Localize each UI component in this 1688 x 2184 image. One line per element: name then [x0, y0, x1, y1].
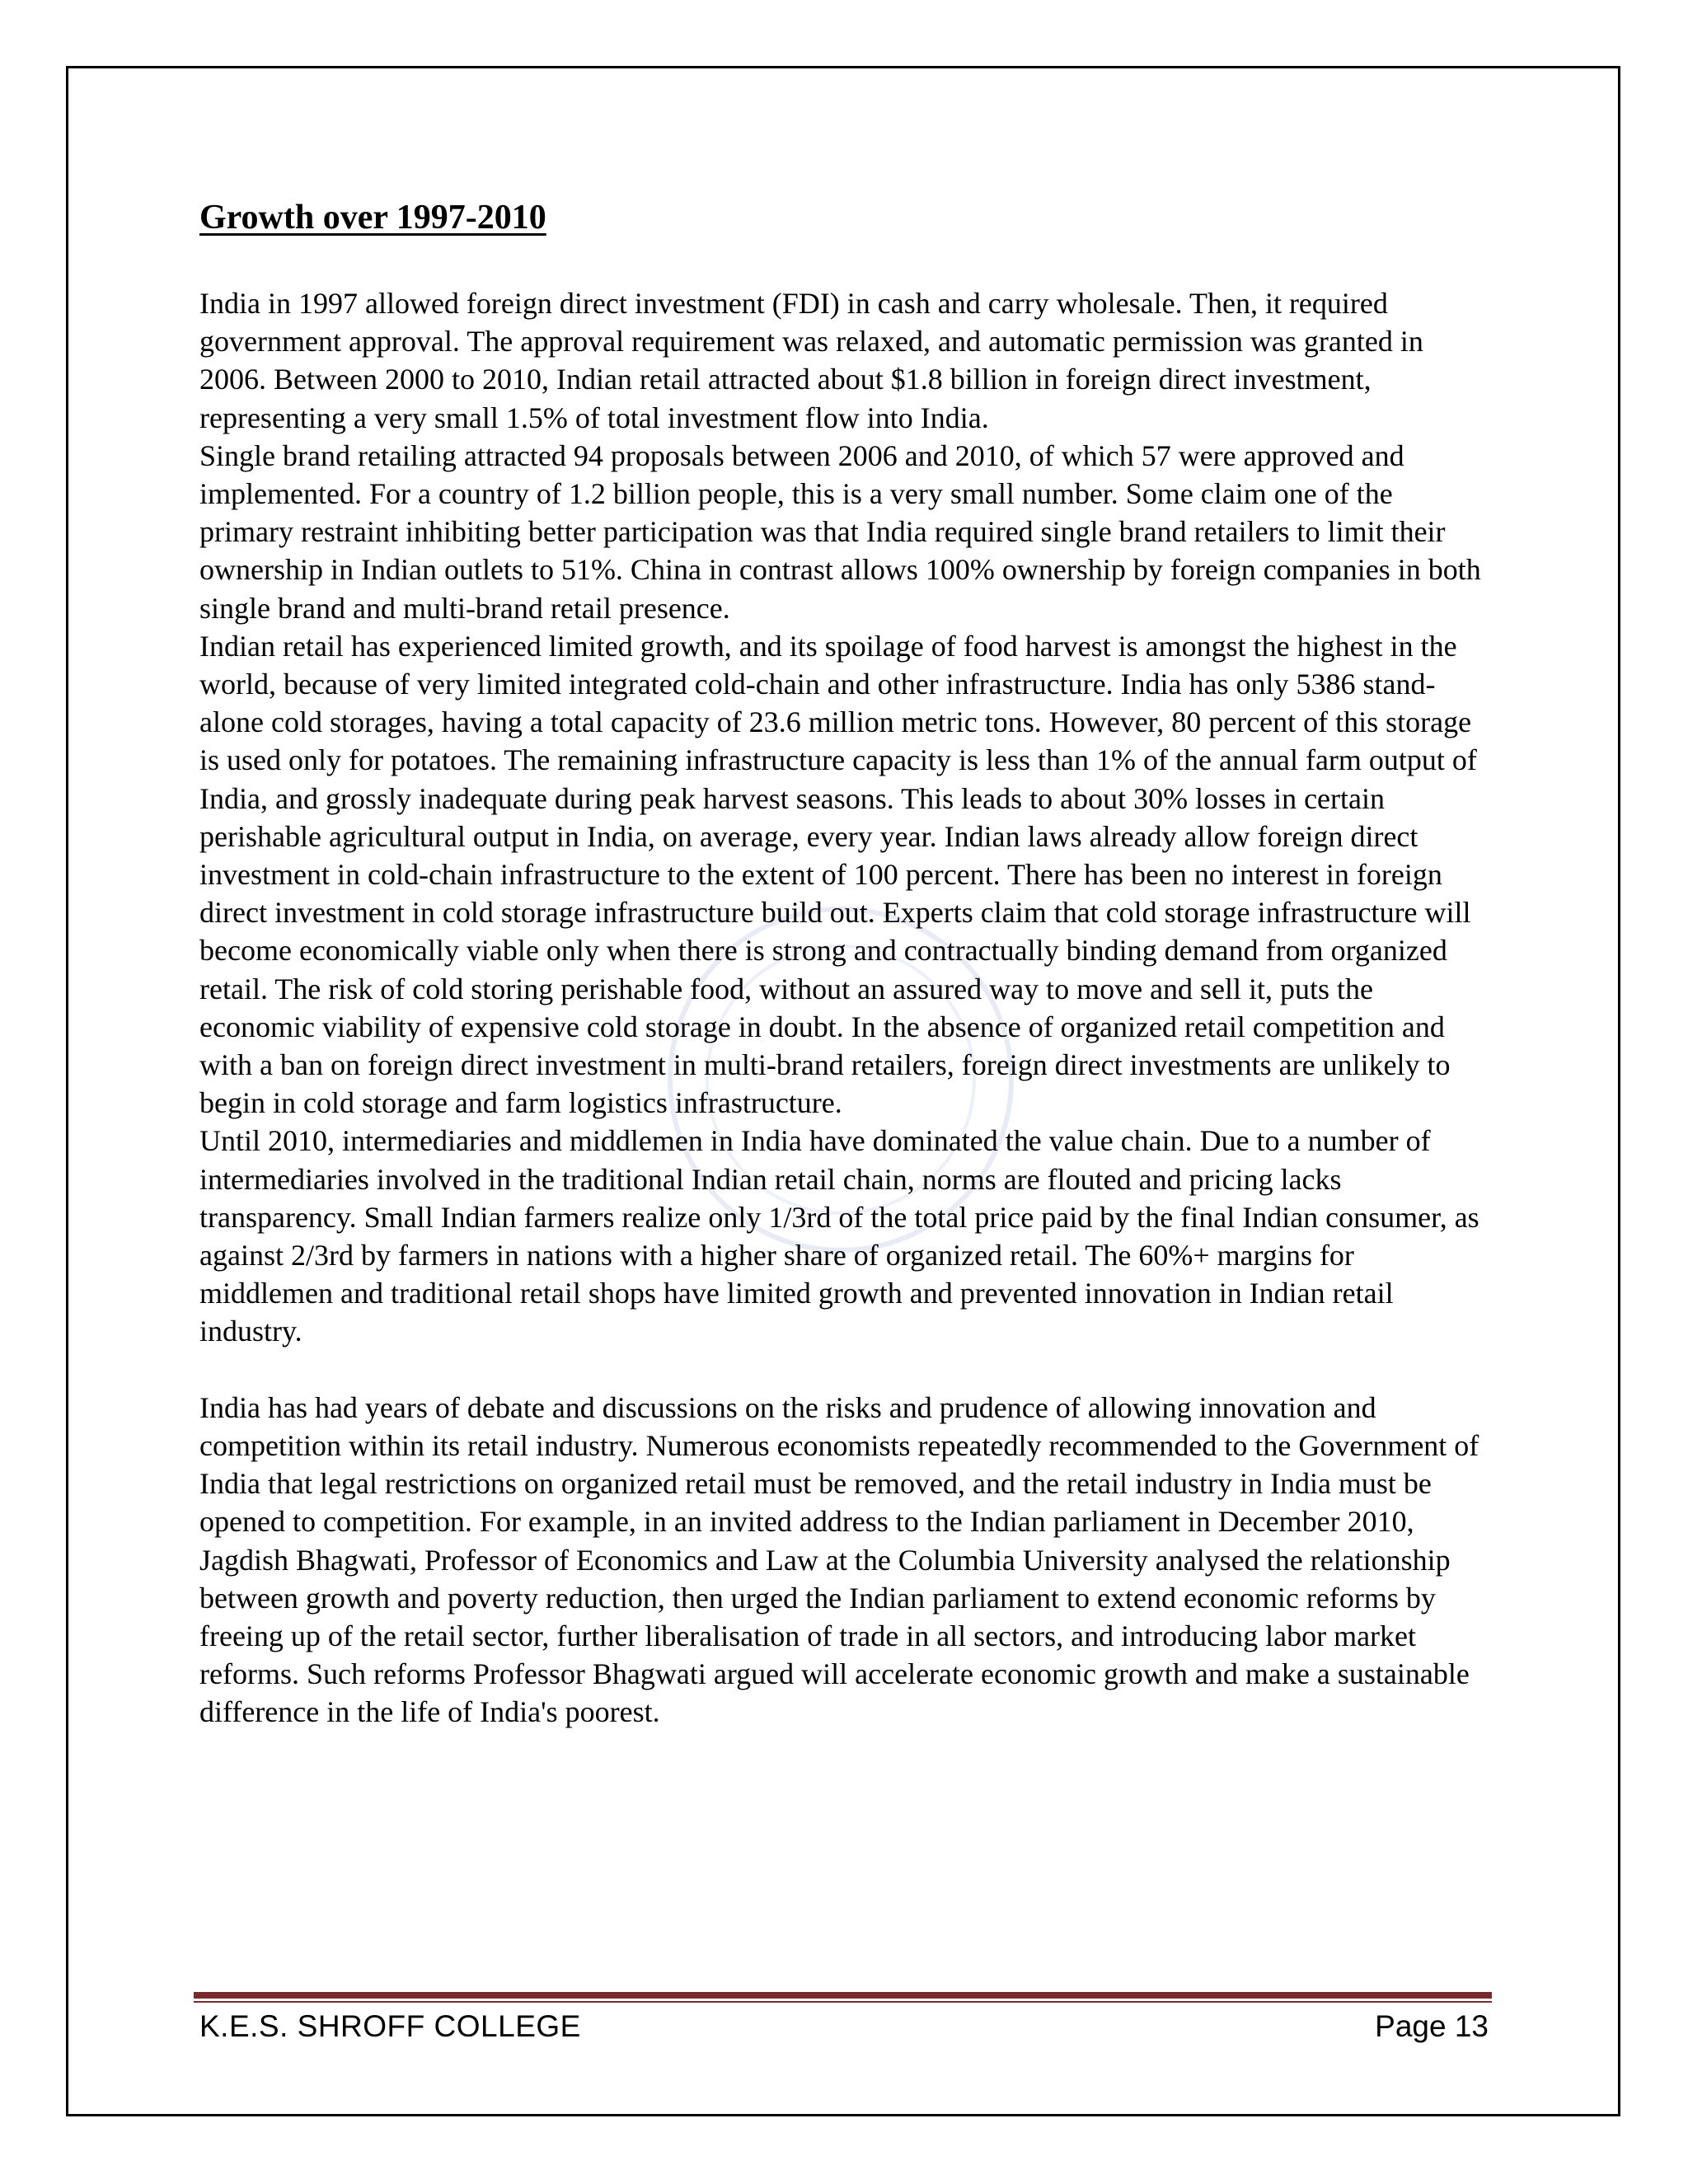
- section-heading: Growth over 1997-2010: [199, 199, 546, 237]
- paragraph-debate: India has had years of debate and discussions on the risks and prudence of allowing innovation and competition within its retail industry. Numerous economists repeatedly recommended to the Government of India that legal restrictions on organized retail must be removed, and the retail industry in India must be opened to competition. For example, in an invited address to the Indian parliament in December 2010, Jagdish Bhagwati, Professor of Economics and Law at the Columbia University analysed the relationship between growth and poverty reduction, then urged the Indian parliament to extend economic reforms by freeing up of the retail sector, further liberalisation of trade in all sectors, and introducing labor market reforms. Such reforms Professor Bhagwati argued will accelerate economic growth and make a sustainable difference in the life of India's poorest.: [199, 1390, 1479, 1729]
- body-text: [199, 284, 1493, 1732]
- paragraph-single-brand: Single brand retailing attracted 94 proposals between 2006 and 2010, of which 57 were approved and implemented. For a country of 1.2 billion people, this is a very small number. Some claim one of the primary restraint inhibiting better participation was that India required single brand retailers to limit their ownership in Indian outlets to 51%. China in contrast allows 100% ownership by foreign companies in both single brand and multi-brand retail presence.: [199, 438, 1481, 625]
- paragraph-intermediaries: Until 2010, intermediaries and middlemen in India have dominated the value chain. Due to a number of intermediaries involved in the traditional Indian retail chain, norms are flouted and pricing lacks transparency. Small Indian farmers realize only 1/3rd of the total price paid by the final Indian consumer, as against 2/3rd by farmers in nations with a higher share of organized retail. The 60%+ margins for middlemen and traditional retail shops have limited growth and prevented innovation in Indian retail industry.: [199, 1124, 1479, 1348]
- footer-college-name: K.E.S. SHROFF COLLEGE: [199, 2009, 581, 2043]
- paragraph-cold-chain: Indian retail has experienced limited growth, and its spoilage of food harvest is amongst the highest in the world, because of very limited integrated cold-chain and other infrastructure. India has only 5386 stand-alone cold storages, having a total capacity of 23.6 million metric tons. However, 80 percent of this storage is used only for potatoes. The remaining infrastructure capacity is less than 1% of the annual farm output of India, and grossly inadequate during peak harvest seasons. This leads to about 30% losses in certain perishable agricultural output in India, on average, every year. Indian laws already allow foreign direct investment in cold-chain infrastructure to the extent of 100 percent. There has been no interest in foreign direct investment in cold storage infrastructure build out. Experts claim that cold storage infrastructure will become economically viable only when there is strong and contractually binding demand from organized retail. The risk of cold storing perishable food, without an assured way to move and sell it, puts the economic viability of expensive cold storage in doubt. In the absence of organized retail competition and with a ban on foreign direct investment in multi-brand retailers, foreign direct investments are unlikely to begin in cold storage and farm logistics infrastructure.: [199, 629, 1477, 1120]
- paragraph-fdi-history: India in 1997 allowed foreign direct investment (FDI) in cash and carry wholesale. Then, it required government approval. The approval requirement was relaxed, and automatic permission was granted in 2006. Between 2000 to 2010, Indian retail attracted about $1.8 billion in foreign direct investment, representing a very small 1.5% of total investment flow into India.: [199, 287, 1423, 434]
- footer-page-number: Page 13: [1375, 2009, 1489, 2043]
- footer-rule-thin: [194, 2001, 1492, 2003]
- footer-rule: [194, 1992, 1492, 1999]
- paragraph-gap: [199, 1351, 1493, 1389]
